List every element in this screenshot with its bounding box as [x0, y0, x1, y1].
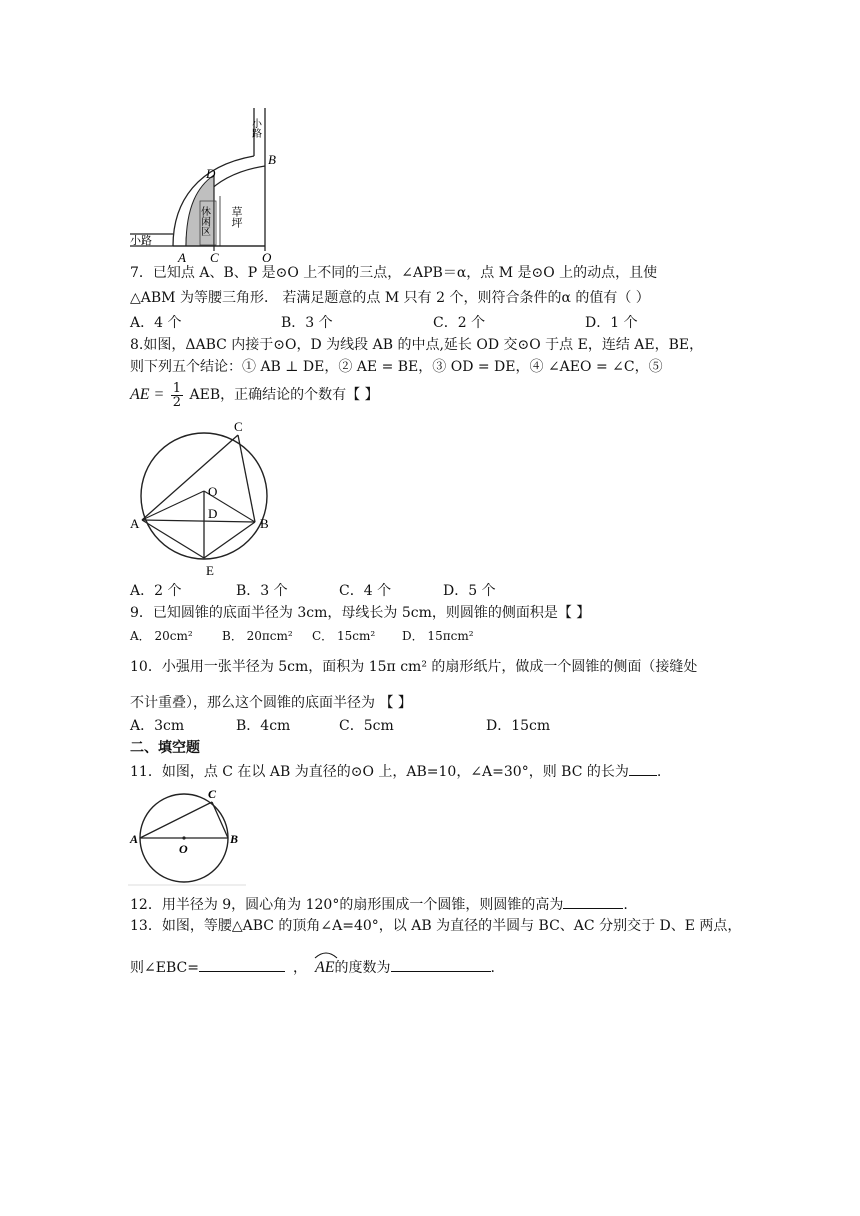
- q8-fraction-num: 1: [172, 380, 182, 396]
- q7-option-d[interactable]: D．1 个: [585, 315, 638, 331]
- q13-arc-mark: [313, 951, 339, 959]
- q9-line-1: 9．已知圆锥的底面半径为 3cm，母线长为 5cm，则圆锥的侧面积是【 】: [130, 605, 591, 621]
- q11-answer-blank[interactable]: [629, 761, 657, 776]
- q9-option-c[interactable]: C． 15cm²: [312, 629, 376, 643]
- q10-option-a[interactable]: A．3cm: [130, 718, 185, 734]
- q8-point-o: O: [208, 484, 218, 499]
- q8-point-b: B: [260, 516, 269, 531]
- rest-area-label: 休闲区: [198, 206, 210, 236]
- q8-line-3-suffix: AEB，正确结论的个数有【 】: [189, 387, 379, 403]
- point-d-label: D: [206, 166, 216, 181]
- q11-line-1: [130, 761, 661, 781]
- q8-circle-figure: [128, 416, 288, 578]
- point-c-label: C: [210, 250, 219, 264]
- point-a-label: A: [178, 250, 186, 264]
- q8-option-b[interactable]: B．3 个: [236, 583, 288, 599]
- q10-line-2: 不计重叠），那么这个圆锥的底面半径为 【 】: [130, 695, 412, 711]
- q10-option-b[interactable]: B．4cm: [236, 718, 291, 734]
- section-2-heading: 二、填空题: [130, 740, 200, 756]
- q13-mid: ，: [292, 960, 307, 976]
- q7-line-1: 7．已知点 A、B、P 是⊙O 上不同的三点，∠APB＝α，点 M 是⊙O 上的动点，且使: [130, 265, 658, 281]
- q11-point-b: B: [230, 832, 239, 846]
- q11-point-a: A: [130, 832, 139, 846]
- q8-point-d: D: [208, 506, 218, 521]
- lawn-label: 草坪: [230, 206, 242, 228]
- q8-point-a: A: [130, 516, 140, 531]
- q12-answer-blank[interactable]: [563, 894, 623, 909]
- q7-option-a[interactable]: A．4 个: [130, 315, 182, 331]
- q11-circle-figure: [128, 786, 248, 888]
- q8-fraction-den: 2: [172, 394, 182, 410]
- q12-line-1: [130, 894, 628, 914]
- q8-line-3: [130, 380, 379, 410]
- road-top-label: 小路: [249, 118, 261, 138]
- q8-line-1: 8.如图，ΔABC 内接于⊙O，D 为线段 AB 的中点,延长 OD 交⊙O 于点 E，连结 AE，BE，: [130, 337, 704, 353]
- q8-point-e: E: [206, 563, 214, 578]
- q13-line-1: 13．如图，等腰△ABC 的顶角∠A=40°，以 AB 为直径的半圆与 BC、AC 分别交于 D、E 两点，: [130, 918, 742, 934]
- q11-text: 11．如图，点 C 在以 AB 为直径的⊙O 上，AB=10，∠A=30°，则 BC 的长为: [130, 764, 629, 780]
- q13-suffix: 的度数为: [334, 960, 391, 976]
- q7-option-c[interactable]: C．2 个: [433, 315, 486, 331]
- q10-option-c[interactable]: C．5cm: [339, 718, 394, 734]
- road-lawn-figure: [128, 106, 288, 264]
- q8-option-c[interactable]: C．4 个: [339, 583, 392, 599]
- q13-answer-blank-2[interactable]: [391, 957, 491, 972]
- q8-fraction: [171, 382, 183, 409]
- point-o-label: O: [262, 250, 272, 264]
- q11-point-c: C: [208, 787, 217, 801]
- q12-text: 12．用半径为 9，圆心角为 120°的扇形围成一个圆锥，则圆锥的高为: [130, 897, 564, 913]
- q8-line-2: 则下列五个结论：① AB ⊥ DE，② AE = BE，③ OD = DE，④ ∠AEO = ∠C，⑤: [130, 359, 663, 375]
- q13-arc: [315, 959, 335, 977]
- road-left-label: 小路: [130, 235, 152, 247]
- q9-option-b[interactable]: B． 20πcm²: [222, 629, 293, 643]
- q12-end: .: [623, 897, 628, 913]
- q8-line-3-prefix: AE =: [130, 386, 165, 403]
- q7-line-2: △ABM 为等腰三角形． 若满足题意的点 M 只有 2 个，则符合条件的α 的值有（ ）: [130, 290, 650, 306]
- q10-line-1: 10．小强用一张半径为 5cm，面积为 15π cm² 的扇形纸片，做成一个圆锥的侧面（接缝处: [130, 659, 698, 675]
- q11-end: .: [656, 764, 662, 780]
- q10-option-d[interactable]: D．15cm: [486, 718, 551, 734]
- q13-prefix: 则∠EBC=: [130, 960, 199, 976]
- q13-end: .: [490, 960, 495, 976]
- q8-point-c: C: [234, 419, 243, 434]
- q9-option-a[interactable]: A． 20cm²: [130, 629, 193, 643]
- q13-answer-blank-1[interactable]: [199, 957, 285, 972]
- point-b-label: B: [268, 152, 276, 167]
- q7-option-b[interactable]: B．3 个: [281, 315, 333, 331]
- q9-option-d[interactable]: D． 15πcm²: [402, 629, 474, 643]
- q8-option-a[interactable]: A．2 个: [130, 583, 182, 599]
- q11-point-o: O: [179, 842, 188, 856]
- q13-line-2: [130, 957, 495, 977]
- q13-arc-label: AE: [314, 959, 335, 976]
- q8-option-d[interactable]: D．5 个: [443, 583, 496, 599]
